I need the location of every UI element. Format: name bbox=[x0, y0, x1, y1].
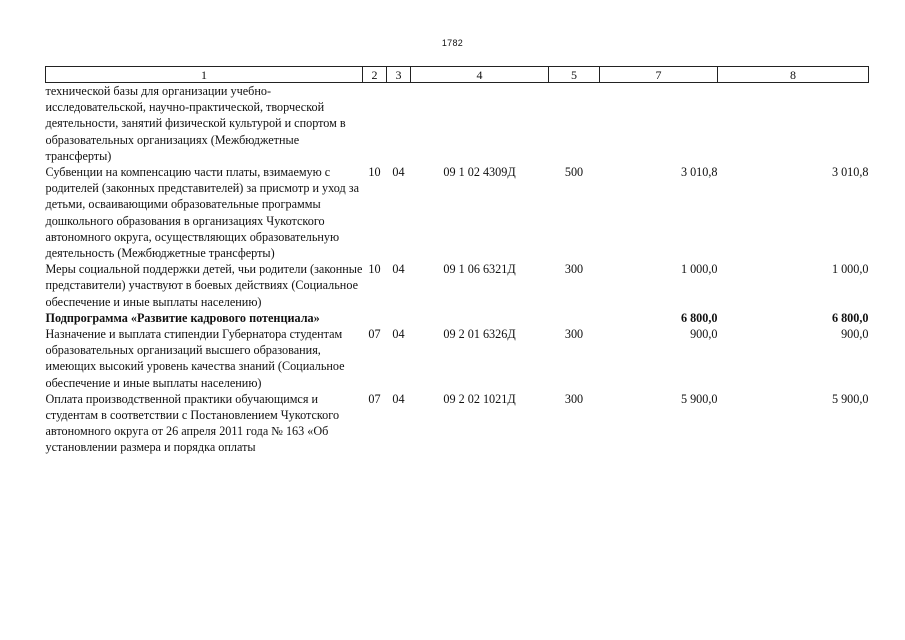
row-section: 10 bbox=[368, 262, 381, 277]
row-type bbox=[549, 310, 600, 326]
row-name: технической базы для организации учебно-исследовательской, научно-практической, творческой деятельности, занятий физической культурой и спортом в образовательных организациях (Межбюджетные трансферты) bbox=[45, 84, 346, 163]
budget-table bbox=[45, 66, 869, 456]
row-code: 09 2 02 1021Д bbox=[443, 391, 516, 406]
row-code bbox=[411, 83, 549, 165]
table-row bbox=[46, 326, 869, 391]
row-code: 09 2 01 6326Д bbox=[443, 327, 516, 342]
row-amount-8: 6 800,0 bbox=[831, 310, 869, 325]
subprogram-row bbox=[46, 310, 869, 326]
row-type: 300 bbox=[564, 262, 584, 277]
page-number: 1782 bbox=[441, 38, 464, 48]
header-row bbox=[46, 67, 869, 83]
column-header-amount-8: 8 bbox=[718, 67, 869, 83]
row-subsection: 04 bbox=[392, 327, 405, 342]
row-type: 300 bbox=[564, 391, 584, 406]
column-header-code: 4 bbox=[411, 67, 549, 83]
column-header-name: 1 bbox=[46, 67, 363, 83]
row-amount-8: 900,0 bbox=[841, 327, 869, 342]
row-name: Назначение и выплата стипендии Губернатора студентам образовательных организаций высшего образования, имеющих высокий уровень качества знаний (Социальное обеспечение и иные выплаты населению) bbox=[45, 327, 345, 390]
row-name: Меры социальной поддержки детей, чьи родители (законные представители) участвуют в боевых действиях (Социальное обеспечение и иные выплаты населению) bbox=[45, 262, 363, 309]
row-name: Оплата производственной практики обучающимся и студентам в соответствии с Постановлением Чукотского автономного округа от 26 апреля 2011 года № 163 «Об установлении размера и порядка оплаты bbox=[45, 391, 340, 455]
row-type: 300 bbox=[564, 327, 584, 342]
column-header-section: 2 bbox=[363, 67, 387, 83]
row-code: 09 1 06 6321Д bbox=[443, 262, 516, 277]
row-amount-7: 3 010,8 bbox=[680, 165, 718, 180]
row-amount-7: 900,0 bbox=[690, 327, 718, 342]
row-amount-7 bbox=[600, 83, 718, 165]
row-section: 07 bbox=[368, 327, 381, 342]
row-subsection bbox=[387, 83, 411, 165]
column-header-subsection: 3 bbox=[387, 67, 411, 83]
row-code bbox=[411, 310, 549, 326]
row-amount-8: 5 900,0 bbox=[831, 391, 869, 406]
row-name: Субвенции на компенсацию части платы, взимаемую с родителей (законных представителей) за присмотр и уход за детьми, осваивающими образовательные программы дошкольного образования в организациях Чукотского автономного округа, осуществляющих образовательную деятельность (Межбюджетные трансферты) bbox=[45, 165, 359, 261]
table-row bbox=[46, 261, 869, 310]
row-section: 07 bbox=[368, 391, 381, 406]
row-type bbox=[549, 83, 600, 165]
row-amount-7: 6 800,0 bbox=[680, 310, 718, 325]
row-amount-7: 5 900,0 bbox=[680, 391, 718, 406]
row-amount-8 bbox=[718, 83, 869, 165]
row-subsection: 04 bbox=[392, 262, 405, 277]
table-row bbox=[46, 391, 869, 456]
row-type: 500 bbox=[564, 165, 584, 180]
row-amount-8: 1 000,0 bbox=[831, 262, 869, 277]
row-subsection: 04 bbox=[392, 391, 405, 406]
row-section bbox=[363, 310, 387, 326]
row-subsection bbox=[387, 310, 411, 326]
row-subsection: 04 bbox=[392, 165, 405, 180]
row-name: Подпрограмма «Развитие кадрового потенциала» bbox=[45, 310, 320, 325]
column-header-type: 5 bbox=[549, 67, 600, 83]
row-section: 10 bbox=[368, 165, 381, 180]
row-section bbox=[363, 83, 387, 165]
table-row bbox=[46, 164, 869, 261]
table-body bbox=[46, 83, 869, 456]
table-row bbox=[46, 83, 869, 165]
row-amount-7: 1 000,0 bbox=[680, 262, 718, 277]
table-header bbox=[46, 67, 869, 83]
row-code: 09 1 02 4309Д bbox=[443, 165, 516, 180]
row-amount-8: 3 010,8 bbox=[831, 165, 869, 180]
column-header-amount-7: 7 bbox=[600, 67, 718, 83]
